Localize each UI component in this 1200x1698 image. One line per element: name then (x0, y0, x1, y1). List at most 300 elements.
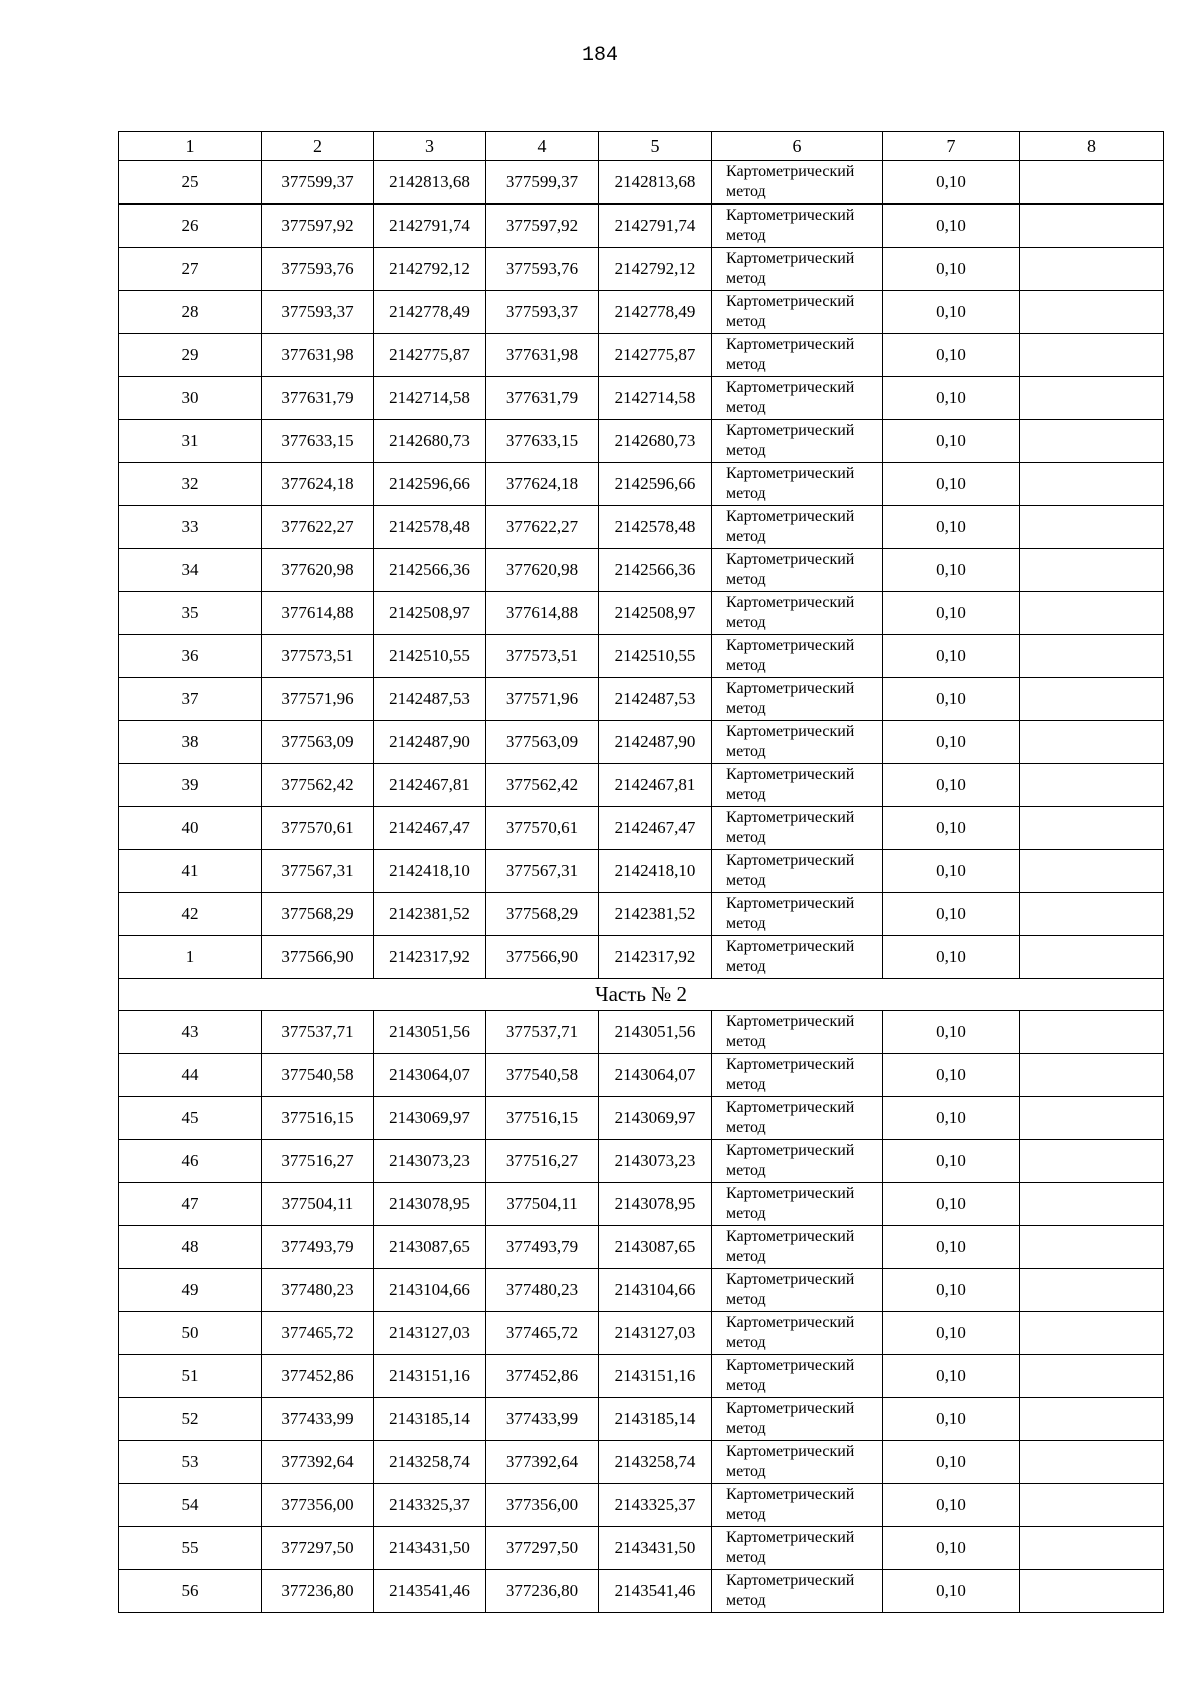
table-row (119, 807, 1164, 850)
method-cell (712, 807, 883, 850)
x-coordinate-cell: 377297,50 (262, 1527, 374, 1570)
empty-cell (1020, 764, 1164, 807)
method-line-2: метод (726, 743, 766, 760)
table-row (119, 1441, 1164, 1484)
y-coordinate-new-cell: 2142508,97 (599, 592, 712, 635)
accuracy-cell: 0,10 (883, 1226, 1020, 1269)
x-coordinate-new-cell: 377452,86 (486, 1355, 599, 1398)
y-coordinate-cell: 2143127,03 (374, 1312, 486, 1355)
table-row (119, 291, 1164, 334)
empty-cell (1020, 1441, 1164, 1484)
method-line-1: Картометрический (726, 766, 855, 783)
x-coordinate-cell: 377593,76 (262, 248, 374, 291)
point-number-cell: 54 (119, 1484, 262, 1527)
y-coordinate-new-cell: 2143258,74 (599, 1441, 712, 1484)
accuracy-cell: 0,10 (883, 1484, 1020, 1527)
y-coordinate-cell: 2142487,53 (374, 678, 486, 721)
point-number-cell: 50 (119, 1312, 262, 1355)
point-number-cell: 46 (119, 1140, 262, 1183)
method-line-1: Картометрический (726, 852, 855, 869)
y-coordinate-cell: 2142791,74 (374, 204, 486, 248)
accuracy-cell: 0,10 (883, 592, 1020, 635)
accuracy-cell: 0,10 (883, 420, 1020, 463)
x-coordinate-cell: 377433,99 (262, 1398, 374, 1441)
method-line-2: метод (726, 528, 766, 545)
method-line-2: метод (726, 356, 766, 373)
header-row (119, 132, 1164, 161)
method-line-2: метод (726, 1291, 766, 1308)
x-coordinate-cell: 377540,58 (262, 1054, 374, 1097)
empty-cell (1020, 377, 1164, 420)
method-line-2: метод (726, 1076, 766, 1093)
x-coordinate-new-cell: 377622,27 (486, 506, 599, 549)
x-coordinate-new-cell: 377570,61 (486, 807, 599, 850)
empty-cell (1020, 334, 1164, 377)
method-line-1: Картометрический (726, 723, 855, 740)
col-header-2: 2 (262, 132, 374, 161)
method-line-1: Картометрический (726, 1400, 855, 1417)
y-coordinate-new-cell: 2142381,52 (599, 893, 712, 936)
accuracy-cell: 0,10 (883, 1441, 1020, 1484)
y-coordinate-cell: 2142487,90 (374, 721, 486, 764)
table-row (119, 248, 1164, 291)
accuracy-cell: 0,10 (883, 1054, 1020, 1097)
accuracy-cell: 0,10 (883, 1011, 1020, 1054)
x-coordinate-cell: 377631,79 (262, 377, 374, 420)
empty-cell (1020, 1484, 1164, 1527)
point-number-cell: 36 (119, 635, 262, 678)
y-coordinate-new-cell: 2142680,73 (599, 420, 712, 463)
accuracy-cell: 0,10 (883, 377, 1020, 420)
empty-cell (1020, 549, 1164, 592)
method-cell (712, 1054, 883, 1097)
method-line-1: Картометрический (726, 293, 855, 310)
x-coordinate-cell: 377480,23 (262, 1269, 374, 1312)
x-coordinate-new-cell: 377562,42 (486, 764, 599, 807)
y-coordinate-new-cell: 2142778,49 (599, 291, 712, 334)
method-cell (712, 248, 883, 291)
x-coordinate-cell: 377568,29 (262, 893, 374, 936)
method-cell (712, 161, 883, 205)
method-cell (712, 1140, 883, 1183)
accuracy-cell: 0,10 (883, 1355, 1020, 1398)
method-line-1: Картометрический (726, 1529, 855, 1546)
accuracy-cell: 0,10 (883, 850, 1020, 893)
empty-cell (1020, 1527, 1164, 1570)
method-line-2: метод (726, 1377, 766, 1394)
x-coordinate-cell: 377593,37 (262, 291, 374, 334)
x-coordinate-new-cell: 377236,80 (486, 1570, 599, 1613)
method-cell (712, 463, 883, 506)
x-coordinate-cell: 377356,00 (262, 1484, 374, 1527)
x-coordinate-new-cell: 377297,50 (486, 1527, 599, 1570)
accuracy-cell: 0,10 (883, 1097, 1020, 1140)
point-number-cell: 29 (119, 334, 262, 377)
accuracy-cell: 0,10 (883, 807, 1020, 850)
x-coordinate-new-cell: 377567,31 (486, 850, 599, 893)
empty-cell (1020, 1398, 1164, 1441)
method-cell (712, 1097, 883, 1140)
x-coordinate-cell: 377620,98 (262, 549, 374, 592)
accuracy-cell: 0,10 (883, 936, 1020, 979)
method-line-1: Картометрический (726, 680, 855, 697)
x-coordinate-new-cell: 377631,79 (486, 377, 599, 420)
y-coordinate-new-cell: 2142775,87 (599, 334, 712, 377)
y-coordinate-new-cell: 2142596,66 (599, 463, 712, 506)
method-cell (712, 1398, 883, 1441)
method-cell (712, 936, 883, 979)
x-coordinate-new-cell: 377599,37 (486, 161, 599, 205)
y-coordinate-cell: 2142792,12 (374, 248, 486, 291)
y-coordinate-new-cell: 2143151,16 (599, 1355, 712, 1398)
method-line-1: Картометрический (726, 1185, 855, 1202)
point-number-cell: 41 (119, 850, 262, 893)
method-line-1: Картометрический (726, 508, 855, 525)
point-number-cell: 56 (119, 1570, 262, 1613)
x-coordinate-cell: 377493,79 (262, 1226, 374, 1269)
y-coordinate-new-cell: 2143325,37 (599, 1484, 712, 1527)
x-coordinate-new-cell: 377563,09 (486, 721, 599, 764)
y-coordinate-new-cell: 2143064,07 (599, 1054, 712, 1097)
y-coordinate-new-cell: 2142578,48 (599, 506, 712, 549)
point-number-cell: 30 (119, 377, 262, 420)
method-cell (712, 377, 883, 420)
x-coordinate-cell: 377562,42 (262, 764, 374, 807)
method-line-1: Картометрический (726, 379, 855, 396)
method-cell (712, 764, 883, 807)
table-row (119, 893, 1164, 936)
x-coordinate-cell: 377633,15 (262, 420, 374, 463)
table-row (119, 161, 1164, 205)
y-coordinate-cell: 2142317,92 (374, 936, 486, 979)
y-coordinate-new-cell: 2142792,12 (599, 248, 712, 291)
method-line-1: Картометрический (726, 1142, 855, 1159)
y-coordinate-new-cell: 2143185,14 (599, 1398, 712, 1441)
point-number-cell: 32 (119, 463, 262, 506)
method-line-2: метод (726, 1549, 766, 1566)
col-header-5: 5 (599, 132, 712, 161)
empty-cell (1020, 248, 1164, 291)
accuracy-cell: 0,10 (883, 248, 1020, 291)
method-line-1: Картометрический (726, 895, 855, 912)
table-row (119, 1097, 1164, 1140)
point-number-cell: 45 (119, 1097, 262, 1140)
method-line-2: метод (726, 313, 766, 330)
x-coordinate-cell: 377573,51 (262, 635, 374, 678)
empty-cell (1020, 1226, 1164, 1269)
y-coordinate-cell: 2143064,07 (374, 1054, 486, 1097)
method-cell (712, 291, 883, 334)
part2-rows (119, 1011, 1164, 1613)
method-line-1: Картометрический (726, 336, 855, 353)
y-coordinate-new-cell: 2143127,03 (599, 1312, 712, 1355)
table-row (119, 506, 1164, 549)
table-row (119, 850, 1164, 893)
table-row (119, 635, 1164, 678)
method-cell (712, 334, 883, 377)
point-number-cell: 34 (119, 549, 262, 592)
table-row (119, 678, 1164, 721)
x-coordinate-new-cell: 377537,71 (486, 1011, 599, 1054)
method-cell (712, 1441, 883, 1484)
accuracy-cell: 0,10 (883, 678, 1020, 721)
y-coordinate-new-cell: 2142510,55 (599, 635, 712, 678)
point-number-cell: 52 (119, 1398, 262, 1441)
method-line-1: Картометрический (726, 1099, 855, 1116)
accuracy-cell: 0,10 (883, 1398, 1020, 1441)
method-cell (712, 1226, 883, 1269)
point-number-cell: 51 (119, 1355, 262, 1398)
method-line-1: Картометрический (726, 938, 855, 955)
x-coordinate-new-cell: 377633,15 (486, 420, 599, 463)
col-header-6: 6 (712, 132, 883, 161)
method-line-1: Картометрический (726, 1056, 855, 1073)
method-line-1: Картометрический (726, 1013, 855, 1030)
method-line-1: Картометрический (726, 1486, 855, 1503)
point-number-cell: 1 (119, 936, 262, 979)
table-row (119, 1140, 1164, 1183)
x-coordinate-cell: 377599,37 (262, 161, 374, 205)
x-coordinate-new-cell: 377480,23 (486, 1269, 599, 1312)
x-coordinate-new-cell: 377614,88 (486, 592, 599, 635)
point-number-cell: 48 (119, 1226, 262, 1269)
y-coordinate-new-cell: 2143541,46 (599, 1570, 712, 1613)
table-row (119, 764, 1164, 807)
method-line-2: метод (726, 1162, 766, 1179)
y-coordinate-new-cell: 2143069,97 (599, 1097, 712, 1140)
method-line-1: Картометрический (726, 465, 855, 482)
y-coordinate-cell: 2142508,97 (374, 592, 486, 635)
accuracy-cell: 0,10 (883, 1269, 1020, 1312)
point-number-cell: 26 (119, 204, 262, 248)
x-coordinate-new-cell: 377597,92 (486, 204, 599, 248)
method-cell (712, 1011, 883, 1054)
x-coordinate-cell: 377563,09 (262, 721, 374, 764)
method-line-1: Картометрический (726, 809, 855, 826)
empty-cell (1020, 678, 1164, 721)
x-coordinate-new-cell: 377568,29 (486, 893, 599, 936)
y-coordinate-cell: 2142467,47 (374, 807, 486, 850)
x-coordinate-cell: 377597,92 (262, 204, 374, 248)
y-coordinate-new-cell: 2143073,23 (599, 1140, 712, 1183)
method-cell (712, 893, 883, 936)
y-coordinate-cell: 2143087,65 (374, 1226, 486, 1269)
method-line-2: метод (726, 1506, 766, 1523)
x-coordinate-new-cell: 377356,00 (486, 1484, 599, 1527)
x-coordinate-new-cell: 377433,99 (486, 1398, 599, 1441)
point-number-cell: 55 (119, 1527, 262, 1570)
table-row (119, 1011, 1164, 1054)
accuracy-cell: 0,10 (883, 463, 1020, 506)
method-line-2: метод (726, 1592, 766, 1609)
point-number-cell: 28 (119, 291, 262, 334)
method-line-2: метод (726, 1463, 766, 1480)
point-number-cell: 49 (119, 1269, 262, 1312)
y-coordinate-cell: 2142578,48 (374, 506, 486, 549)
method-cell (712, 850, 883, 893)
point-number-cell: 40 (119, 807, 262, 850)
method-line-2: метод (726, 1248, 766, 1265)
x-coordinate-cell: 377537,71 (262, 1011, 374, 1054)
point-number-cell: 37 (119, 678, 262, 721)
empty-cell (1020, 592, 1164, 635)
accuracy-cell: 0,10 (883, 721, 1020, 764)
table-row (119, 1312, 1164, 1355)
method-line-2: метод (726, 915, 766, 932)
point-number-cell: 42 (119, 893, 262, 936)
empty-cell (1020, 506, 1164, 549)
accuracy-cell: 0,10 (883, 1527, 1020, 1570)
point-number-cell: 25 (119, 161, 262, 205)
x-coordinate-new-cell: 377392,64 (486, 1441, 599, 1484)
method-cell (712, 1527, 883, 1570)
table-row (119, 1484, 1164, 1527)
table-row (119, 1570, 1164, 1613)
x-coordinate-new-cell: 377504,11 (486, 1183, 599, 1226)
method-line-2: метод (726, 442, 766, 459)
method-line-2: метод (726, 614, 766, 631)
empty-cell (1020, 161, 1164, 205)
y-coordinate-cell: 2142510,55 (374, 635, 486, 678)
method-line-1: Картометрический (726, 637, 855, 654)
y-coordinate-new-cell: 2142714,58 (599, 377, 712, 420)
method-line-2: метод (726, 1334, 766, 1351)
x-coordinate-new-cell: 377571,96 (486, 678, 599, 721)
empty-cell (1020, 893, 1164, 936)
empty-cell (1020, 291, 1164, 334)
x-coordinate-cell: 377392,64 (262, 1441, 374, 1484)
empty-cell (1020, 807, 1164, 850)
empty-cell (1020, 936, 1164, 979)
empty-cell (1020, 420, 1164, 463)
method-line-2: метод (726, 700, 766, 717)
method-line-1: Картометрический (726, 1357, 855, 1374)
y-coordinate-new-cell: 2143087,65 (599, 1226, 712, 1269)
accuracy-cell: 0,10 (883, 506, 1020, 549)
method-line-1: Картометрический (726, 1572, 855, 1589)
x-coordinate-new-cell: 377566,90 (486, 936, 599, 979)
y-coordinate-new-cell: 2142418,10 (599, 850, 712, 893)
point-number-cell: 47 (119, 1183, 262, 1226)
method-line-2: метод (726, 1033, 766, 1050)
method-cell (712, 420, 883, 463)
accuracy-cell: 0,10 (883, 1570, 1020, 1613)
x-coordinate-new-cell: 377624,18 (486, 463, 599, 506)
section-2-title: Часть № 2 (119, 979, 1164, 1011)
method-cell (712, 1355, 883, 1398)
x-coordinate-cell: 377570,61 (262, 807, 374, 850)
accuracy-cell: 0,10 (883, 1312, 1020, 1355)
y-coordinate-cell: 2142467,81 (374, 764, 486, 807)
method-line-1: Картометрический (726, 1228, 855, 1245)
method-line-1: Картометрический (726, 1314, 855, 1331)
y-coordinate-cell: 2143151,16 (374, 1355, 486, 1398)
table-row (119, 592, 1164, 635)
accuracy-cell: 0,10 (883, 635, 1020, 678)
method-cell (712, 678, 883, 721)
col-header-3: 3 (374, 132, 486, 161)
x-coordinate-cell: 377614,88 (262, 592, 374, 635)
point-number-cell: 43 (119, 1011, 262, 1054)
section-2 (119, 979, 1164, 1011)
method-cell (712, 1269, 883, 1312)
method-line-2: метод (726, 1205, 766, 1222)
method-line-2: метод (726, 399, 766, 416)
section-2-row (119, 979, 1164, 1011)
y-coordinate-cell: 2143051,56 (374, 1011, 486, 1054)
table-row (119, 463, 1164, 506)
table-row (119, 377, 1164, 420)
x-coordinate-cell: 377516,15 (262, 1097, 374, 1140)
x-coordinate-new-cell: 377631,98 (486, 334, 599, 377)
y-coordinate-cell: 2142680,73 (374, 420, 486, 463)
table-row (119, 721, 1164, 764)
method-line-1: Картометрический (726, 163, 855, 180)
method-cell (712, 204, 883, 248)
x-coordinate-new-cell: 377620,98 (486, 549, 599, 592)
empty-cell (1020, 1011, 1164, 1054)
method-line-2: метод (726, 958, 766, 975)
method-line-2: метод (726, 227, 766, 244)
x-coordinate-cell: 377571,96 (262, 678, 374, 721)
y-coordinate-new-cell: 2143104,66 (599, 1269, 712, 1312)
x-coordinate-new-cell: 377593,76 (486, 248, 599, 291)
x-coordinate-cell: 377452,86 (262, 1355, 374, 1398)
table-row (119, 204, 1164, 248)
method-cell (712, 549, 883, 592)
accuracy-cell: 0,10 (883, 549, 1020, 592)
col-header-8: 8 (1020, 132, 1164, 161)
method-line-2: метод (726, 1420, 766, 1437)
table-row (119, 1269, 1164, 1312)
x-coordinate-new-cell: 377465,72 (486, 1312, 599, 1355)
empty-cell (1020, 1269, 1164, 1312)
y-coordinate-cell: 2143069,97 (374, 1097, 486, 1140)
x-coordinate-cell: 377622,27 (262, 506, 374, 549)
empty-cell (1020, 463, 1164, 506)
y-coordinate-cell: 2143541,46 (374, 1570, 486, 1613)
method-line-2: метод (726, 657, 766, 674)
part1-rows (119, 161, 1164, 979)
y-coordinate-cell: 2142596,66 (374, 463, 486, 506)
y-coordinate-cell: 2143078,95 (374, 1183, 486, 1226)
y-coordinate-cell: 2143104,66 (374, 1269, 486, 1312)
accuracy-cell: 0,10 (883, 1183, 1020, 1226)
method-cell (712, 721, 883, 764)
x-coordinate-cell: 377567,31 (262, 850, 374, 893)
x-coordinate-cell: 377516,27 (262, 1140, 374, 1183)
y-coordinate-new-cell: 2143431,50 (599, 1527, 712, 1570)
accuracy-cell: 0,10 (883, 204, 1020, 248)
x-coordinate-new-cell: 377573,51 (486, 635, 599, 678)
y-coordinate-cell: 2143073,23 (374, 1140, 486, 1183)
x-coordinate-cell: 377236,80 (262, 1570, 374, 1613)
point-number-cell: 33 (119, 506, 262, 549)
empty-cell (1020, 1097, 1164, 1140)
empty-cell (1020, 204, 1164, 248)
y-coordinate-cell: 2142566,36 (374, 549, 486, 592)
table-row (119, 936, 1164, 979)
empty-cell (1020, 1355, 1164, 1398)
x-coordinate-new-cell: 377593,37 (486, 291, 599, 334)
page-number: 184 (581, 44, 618, 67)
empty-cell (1020, 850, 1164, 893)
y-coordinate-new-cell: 2142467,81 (599, 764, 712, 807)
method-line-1: Картометрический (726, 551, 855, 568)
accuracy-cell: 0,10 (883, 291, 1020, 334)
y-coordinate-new-cell: 2143078,95 (599, 1183, 712, 1226)
method-cell (712, 1570, 883, 1613)
